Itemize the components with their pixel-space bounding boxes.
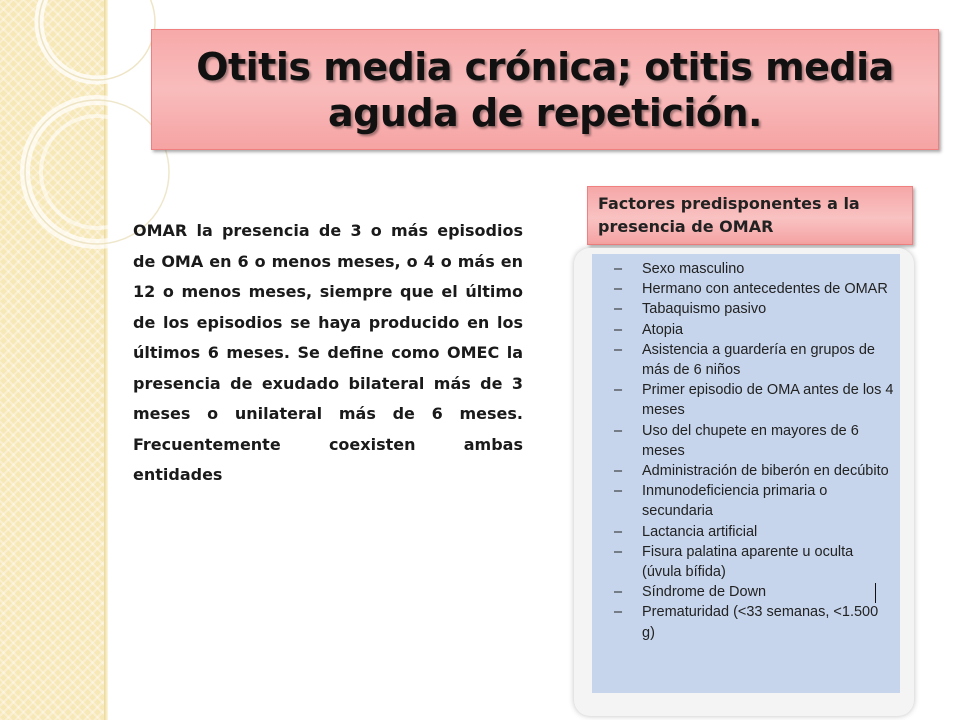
factor-item: – Inmunodeficiencia primaria o secundaria xyxy=(614,483,828,520)
dash-bullet: – xyxy=(614,261,623,277)
slide-title: Otitis media crónica; otitis media aguda de repetición. xyxy=(196,44,894,135)
text-cursor xyxy=(875,583,876,603)
factor-item: – Primer episodio de OMA antes de los 4 meses xyxy=(614,382,894,419)
factor-item: – Tabaquismo pasivo xyxy=(605,299,895,319)
dash-bullet: – xyxy=(614,483,623,500)
slide-title-box xyxy=(151,29,939,150)
dash-bullet: – xyxy=(614,604,623,621)
dash-bullet: – xyxy=(614,422,623,439)
definition-paragraph: OMAR la presencia de 3 o más episodios de OMA en 6 o menos meses, o 4 o más en 12 o menos meses, siempre que el último de los episodios se haya producido en los últimos 6 meses. Se define como OMEC la presencia de exudado bilateral más de 3 meses o unilateral más de 6 meses. Frecuentemente coexisten ambas entidades xyxy=(133,221,523,484)
factor-item: – Asistencia a guardería en grupos de más de 6 niños xyxy=(614,341,875,379)
factors-list xyxy=(605,259,895,643)
dash-bullet: – xyxy=(614,584,623,601)
dash-bullet: – xyxy=(614,543,623,560)
dash-bullet: – xyxy=(614,382,623,399)
factor-item: – Fisura palatina aparente u oculta (úvula bífida) xyxy=(614,543,854,581)
dash-bullet: – xyxy=(614,321,623,338)
factor-item: – Prematuridad (<33 semanas, <1.500 g) xyxy=(614,604,879,641)
factor-item: – Atopia xyxy=(605,320,895,340)
dash-bullet: – xyxy=(614,281,623,298)
factors-header: Factores predisponentes a la presencia de OMAR xyxy=(587,186,913,245)
factor-item: – Lactancia artificial xyxy=(605,522,895,542)
factor-item: – Síndrome de Down xyxy=(605,582,895,602)
dash-bullet: – xyxy=(614,523,623,540)
factor-item: – Administración de biberón en decúbito xyxy=(605,461,895,481)
factor-item: – Sexo masculino xyxy=(605,259,895,279)
dash-bullet: – xyxy=(614,341,623,358)
dash-bullet: – xyxy=(614,463,623,480)
factor-item: – Uso del chupete en mayores de 6 meses xyxy=(614,422,859,459)
factor-item: – Hermano con antecedentes de OMAR xyxy=(605,279,895,299)
dash-bullet: – xyxy=(614,301,623,318)
